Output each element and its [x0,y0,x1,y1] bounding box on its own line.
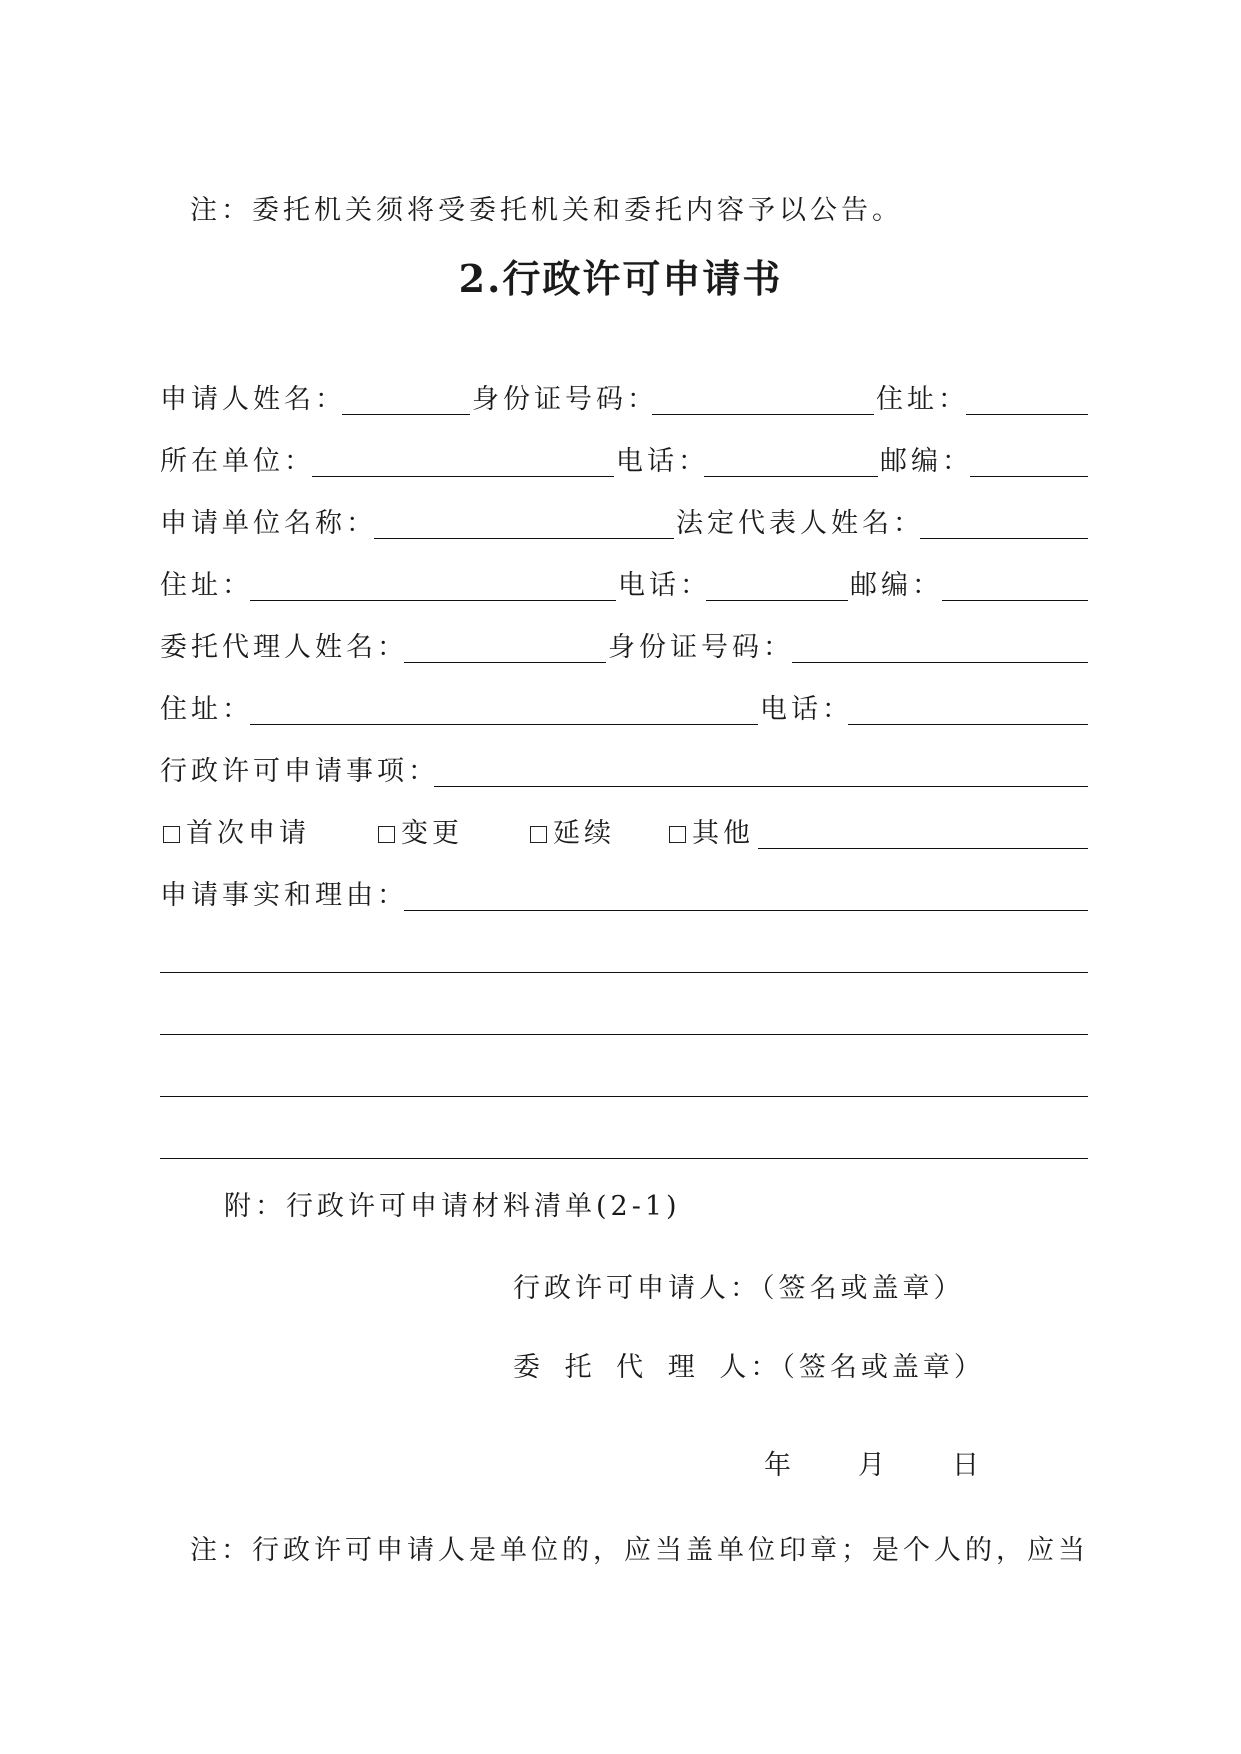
applicant-name-label: 申请人姓名： [160,384,346,415]
address-field[interactable] [966,414,1088,415]
agent-phone-label: 电话： [760,694,853,725]
bottom-note: 注：行政许可申请人是单位的，应当盖单位印章；是个人的，应当 [190,1535,1089,1566]
unit-name-field[interactable] [374,538,674,539]
address-label: 住址： [876,384,969,415]
unit-address-label: 住址： [160,570,253,601]
agent-name-field[interactable] [404,662,606,663]
id-number-label: 身份证号码： [472,384,658,415]
agent-signature: 委 托 代 理 人：（签名或盖章） [513,1352,985,1383]
work-unit-field[interactable] [312,476,614,477]
checkbox-icon [669,826,686,843]
reason-line[interactable] [160,1158,1088,1159]
option-renewal[interactable]: 延续 [530,817,615,851]
agent-name-label: 委托代理人姓名： [160,632,408,663]
legal-rep-name-label: 法定代表人姓名： [676,508,924,539]
reason-field[interactable] [404,910,1088,911]
postcode-field[interactable] [970,476,1088,477]
reason-line[interactable] [160,1034,1088,1035]
id-number-field[interactable] [652,414,874,415]
top-note: 注：委托机关须将受委托机关和委托内容予以公告。 [190,195,903,226]
phone-field[interactable] [704,476,878,477]
applicant-signature-field[interactable]: （签名或盖章） [761,1273,965,1304]
page-title: 2.行政许可申请书 [458,256,783,301]
unit-address-field[interactable] [250,600,616,601]
agent-id-number-label: 身份证号码： [608,632,794,663]
date-year: 年 [764,1450,795,1481]
attachment-note: 附：行政许可申请材料清单(2-1) [224,1191,681,1222]
agent-signature-field[interactable]: （签名或盖章） [781,1352,985,1383]
agent-address-field[interactable] [250,724,758,725]
postcode-label: 邮编： [880,446,973,477]
option-change[interactable]: 变更 [378,817,463,851]
agent-phone-field[interactable] [848,724,1088,725]
unit-postcode-label: 邮编： [850,570,943,601]
other-specify-field[interactable] [758,848,1088,849]
date-month: 月 [858,1450,889,1481]
option-first-application[interactable]: 首次申请 [163,817,310,851]
unit-postcode-field[interactable] [942,600,1088,601]
legal-rep-name-field[interactable] [920,538,1088,539]
application-item-label: 行政许可申请事项： [160,756,439,787]
date-day: 日 [952,1450,983,1481]
reason-line[interactable] [160,972,1088,973]
checkbox-icon [530,826,547,843]
unit-phone-field[interactable] [706,600,848,601]
application-item-field[interactable] [434,786,1088,787]
reason-line[interactable] [160,1096,1088,1097]
applicant-name-field[interactable] [342,414,470,415]
unit-name-label: 申请单位名称： [160,508,377,539]
unit-phone-label: 电话： [618,570,711,601]
agent-id-number-field[interactable] [792,662,1088,663]
checkbox-icon [163,826,180,843]
checkbox-icon [378,826,395,843]
reason-label: 申请事实和理由： [160,880,408,911]
applicant-signature: 行政许可申请人：（签名或盖章） [513,1273,965,1304]
agent-address-label: 住址： [160,694,253,725]
option-other[interactable]: 其他 [669,817,754,851]
work-unit-label: 所在单位： [160,446,315,477]
phone-label: 电话： [616,446,709,477]
